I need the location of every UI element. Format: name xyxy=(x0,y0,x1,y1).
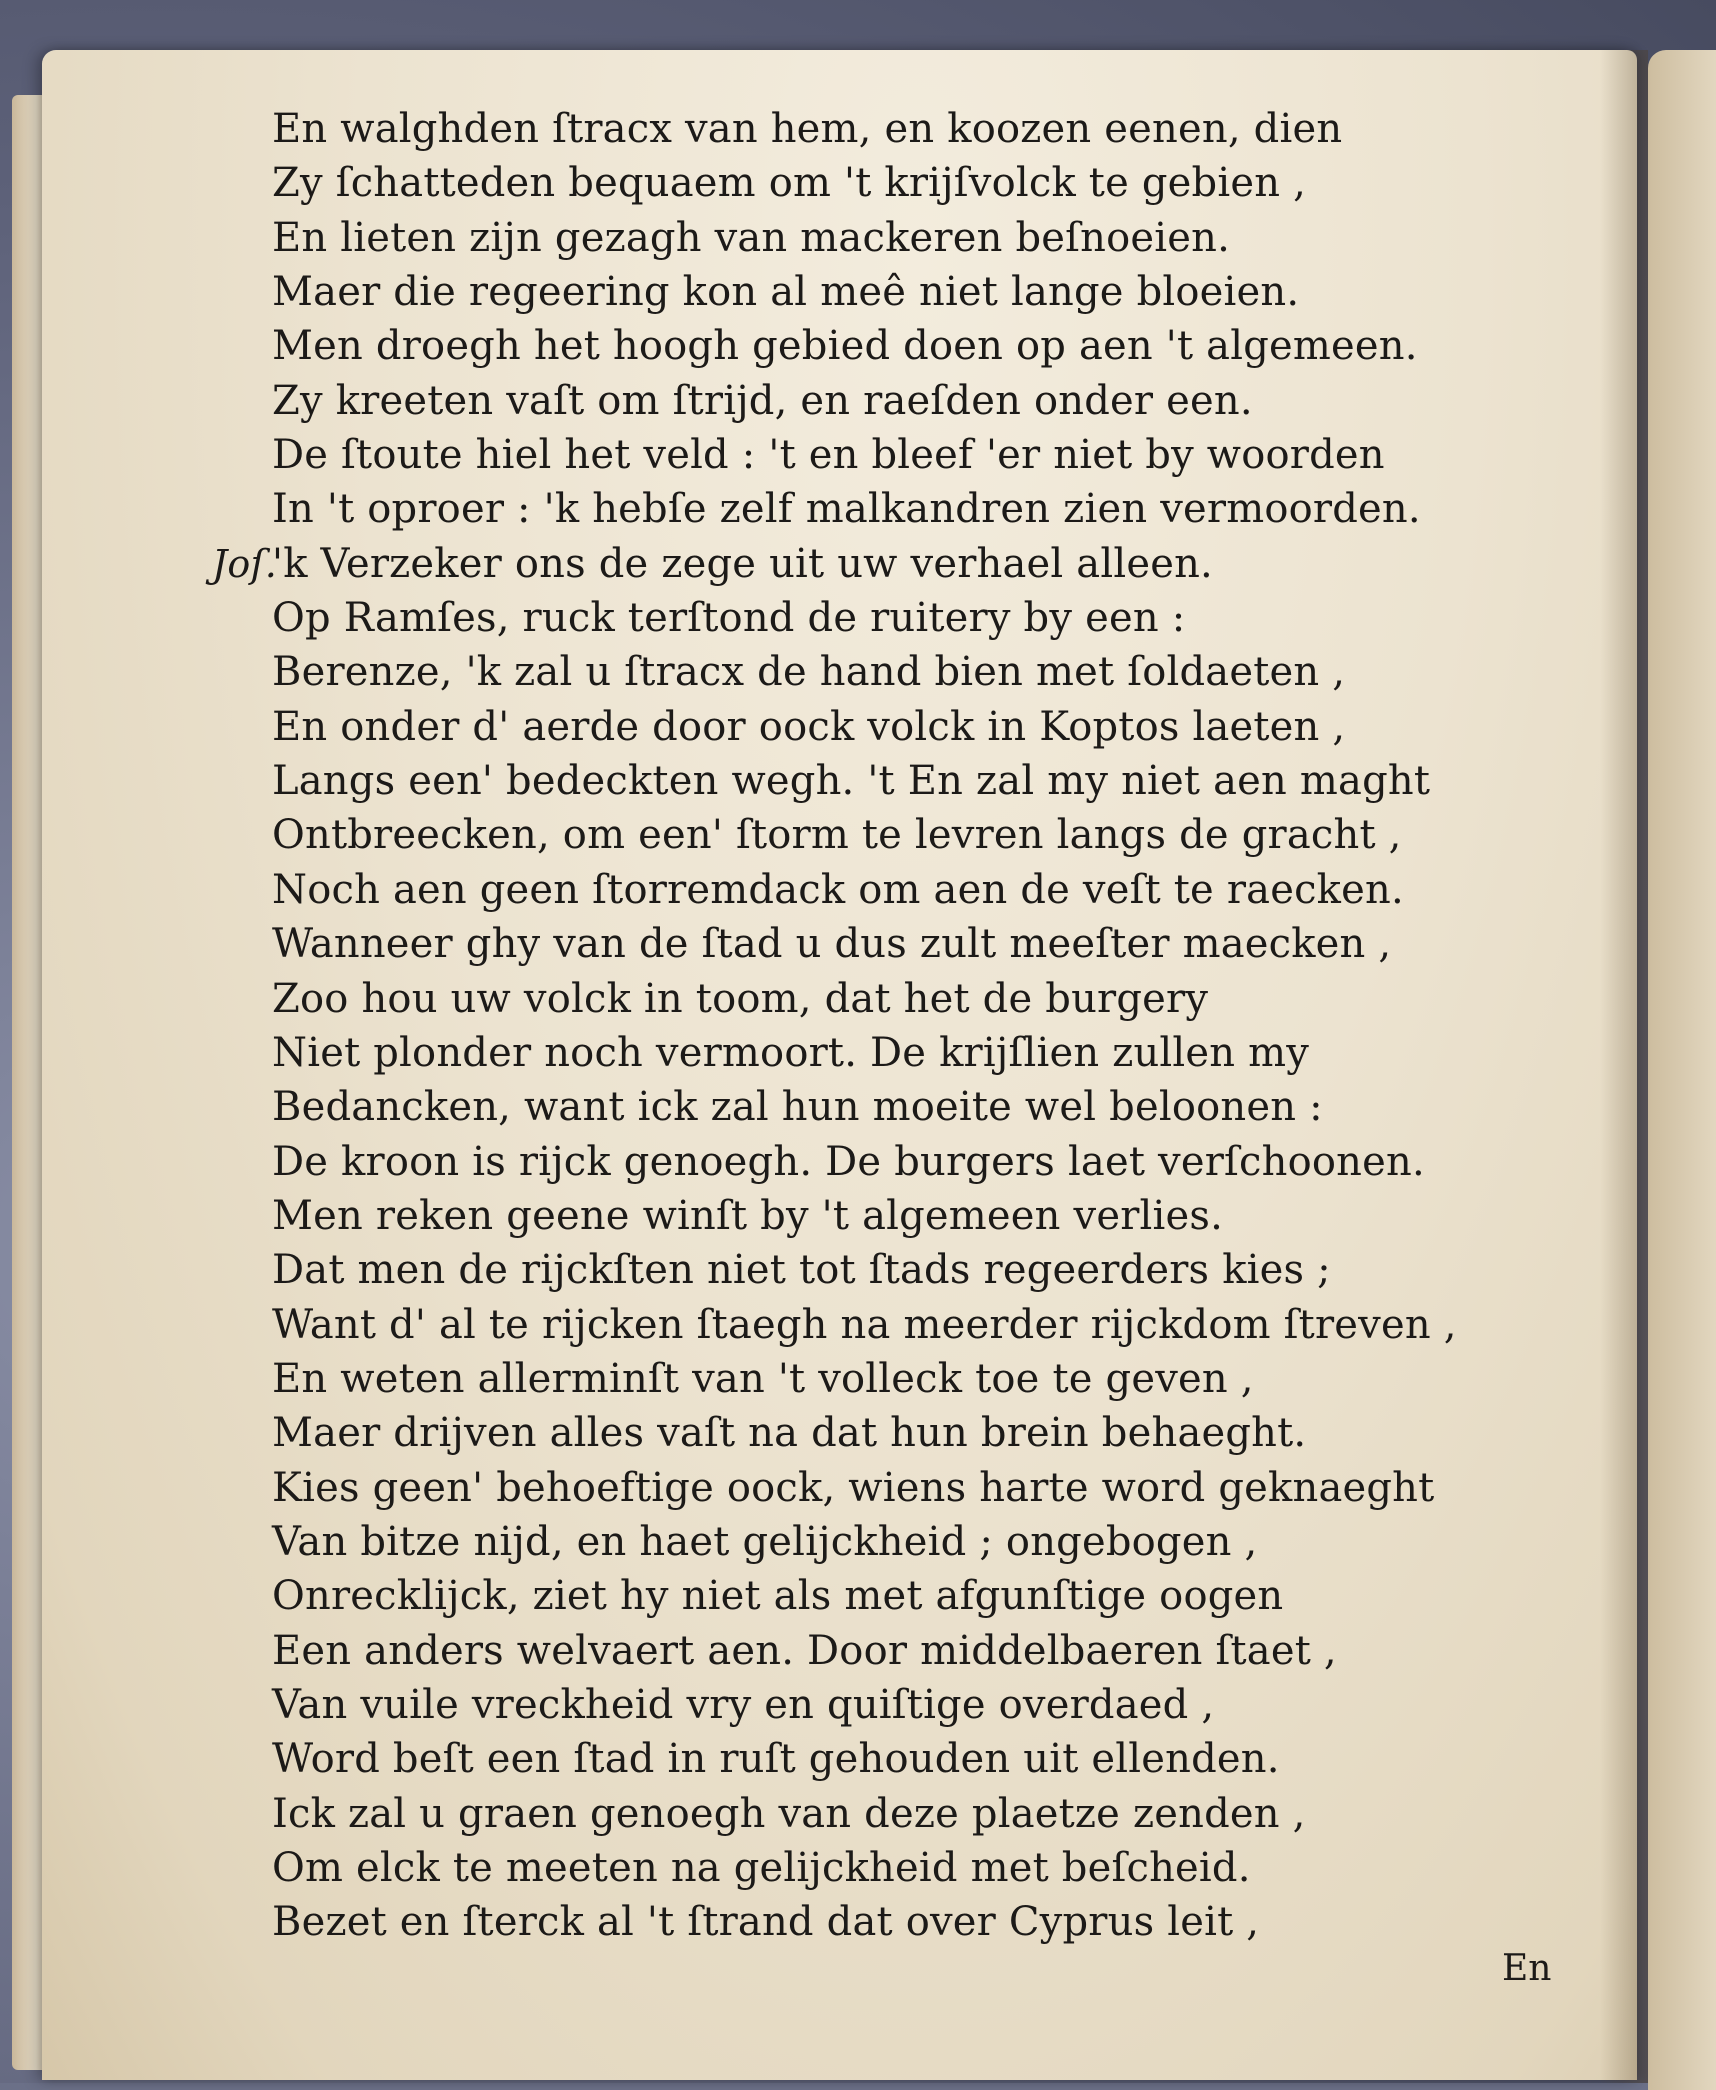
verse-line: En lieten zijn gezagh van mackeren beſnoeien. xyxy=(272,214,1231,261)
verse-line: Want d' al te rijcken ſtaegh na meerder rijckdom ſtreven , xyxy=(272,1301,1457,1348)
verse-line: En weten allerminſt van 't volleck toe te geven , xyxy=(272,1355,1254,1402)
verse-line: Kies geen' behoeftige oock, wiens harte word geknaeght xyxy=(272,1464,1435,1511)
verse-line: Zoo hou uw volck in toom, dat het de burgery xyxy=(272,975,1209,1022)
verse-line: Bezet en ſterck al 't ſtrand dat over Cyprus leit , xyxy=(272,1899,1260,1946)
verse-line: De ſtoute hiel het veld : 't en bleef 'er niet by woorden xyxy=(272,432,1385,479)
verse-line: Langs een' bedeckten wegh. 't En zal my niet aen maght xyxy=(272,758,1431,805)
verse-line: De kroon is rijck genoegh. De burgers laet verſchoonen. xyxy=(272,1138,1425,1185)
spine-shadow xyxy=(1600,50,1648,2083)
verse-line: En onder d' aerde door oock volck in Koptos laeten , xyxy=(272,703,1346,750)
verse-line: Maer drijven alles vaſt na dat hun brein behaeght. xyxy=(272,1410,1307,1457)
verse-text xyxy=(212,102,1522,1950)
verse-line: Op Ramſes, ruck terſtond de ruitery by een : xyxy=(272,595,1186,642)
verse-line-text: 'k Verzeker ons de zege uit uw verhael alleen. xyxy=(272,540,1213,587)
verse-line: Onrecklijck, ziet hy niet als met afgunſtige oogen xyxy=(272,1573,1284,1620)
verse-line: Niet plonder noch vermoort. De krijſlien zullen my xyxy=(272,1029,1310,1076)
verse-line: Maer die regeering kon al meê niet lange bloeien. xyxy=(272,269,1300,316)
verse-line: Van vuile vreckheid vry en quiſtige overdaed , xyxy=(272,1681,1215,1728)
verse-line: Bedancken, want ick zal hun moeite wel beloonen : xyxy=(272,1084,1323,1131)
speaker-tag: Joſ. xyxy=(212,541,278,586)
verse-line-with-speaker xyxy=(212,537,1522,591)
verse-line: Men droegh het hoogh gebied doen op aen 't algemeen. xyxy=(272,323,1418,370)
verse-line: Ick zal u graen genoegh van deze plaetze zenden , xyxy=(272,1790,1306,1837)
verse-line: Berenze, 'k zal u ſtracx de hand bien met ſoldaeten , xyxy=(272,649,1346,696)
verse-line: Van bitze nijd, en haet gelijckheid ; ongebogen , xyxy=(272,1518,1258,1565)
verse-line: Word beſt een ſtad in ruſt gehouden uit ellenden. xyxy=(272,1736,1280,1783)
verse-line: Men reken geene winſt by 't algemeen verlies. xyxy=(272,1192,1224,1239)
verse-line: Zy kreeten vaſt om ſtrijd, en raeſden onder een. xyxy=(272,377,1253,424)
facing-page-edge xyxy=(1648,50,1716,2090)
verse-line: Wanneer ghy van de ſtad u dus zult meeſter maecken , xyxy=(272,921,1392,968)
catchword: En xyxy=(1502,1948,1552,1989)
verse-line: Een anders welvaert aen. Door middelbaeren ſtaet , xyxy=(272,1627,1337,1674)
verse-line: Ontbreecken, om een' ſtorm te levren langs de gracht , xyxy=(272,812,1402,859)
verse-line: En walghden ſtracx van hem, en koozen eenen, dien xyxy=(272,106,1343,152)
verse-line: Om elck te meeten na gelijckheid met beſcheid. xyxy=(272,1845,1251,1891)
verse-line: Zy ſchatteden bequaem om 't krijſvolck te gebien , xyxy=(272,160,1307,207)
verse-line: In 't oproer : 'k hebſe zelf malkandren zien vermoorden. xyxy=(272,486,1421,533)
verse-line: Dat men de rijckſten niet tot ſtads regeerders kies ; xyxy=(272,1247,1331,1294)
verse-line: Noch aen geen ſtorremdack om aen de veſt te raecken. xyxy=(272,866,1404,913)
